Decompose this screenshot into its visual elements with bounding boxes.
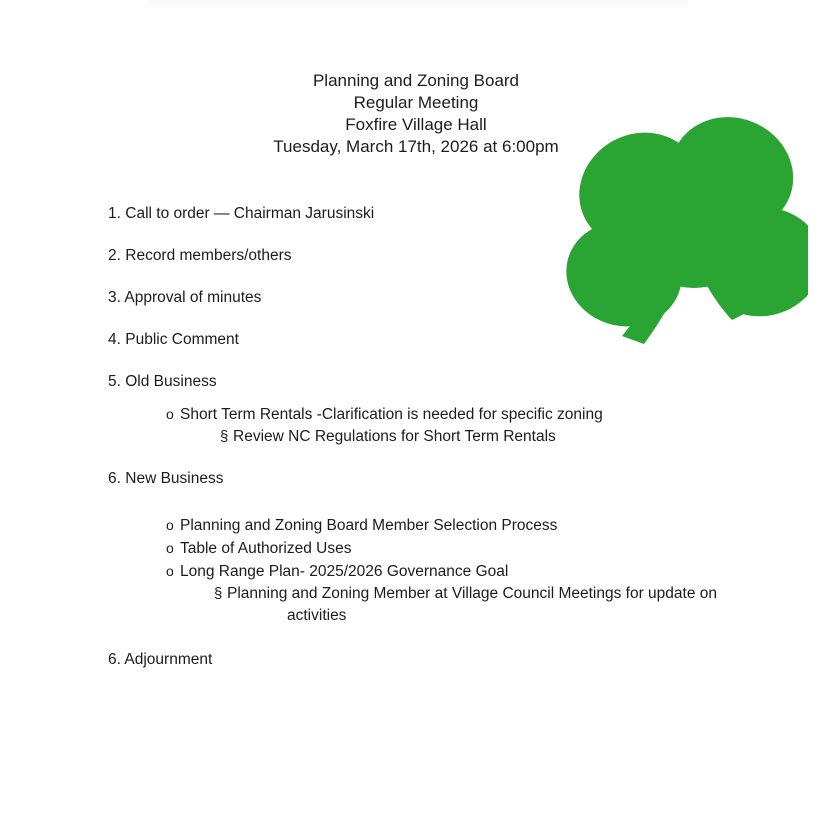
new-business-item-3: Long Range Plan- 2025/2026 Governance Goal <box>180 563 509 580</box>
bullet-o-icon: o <box>166 406 174 422</box>
agenda-item-3 <box>108 288 748 308</box>
old-business-subitem-row <box>220 427 748 447</box>
bullet-o-icon: o <box>166 563 174 579</box>
new-business-item-1: Planning and Zoning Board Member Selection Process <box>180 517 558 534</box>
agenda-item-7-text: Adjournment <box>124 651 213 668</box>
new-business-item-2: Table of Authorized Uses <box>180 540 352 557</box>
agenda-item-7-number: 6. <box>108 651 121 668</box>
agenda-item-2 <box>108 246 748 266</box>
agenda-item-5-text: Old Business <box>125 373 217 390</box>
title-line-3: Foxfire Village Hall <box>345 115 487 134</box>
new-business-sublist <box>166 515 748 626</box>
agenda-item-2-text: Record members/others <box>125 247 292 264</box>
agenda-item-1 <box>108 204 748 224</box>
new-business-subitem-1-line1: Planning and Zoning Member at Village Council Meetings for update on <box>227 585 717 602</box>
agenda-item-6-text: New Business <box>125 470 224 487</box>
new-business-bullet-row-1 <box>166 515 748 536</box>
agenda-item-1-number: 1. <box>108 205 121 222</box>
agenda-item-4-text: Public Comment <box>125 331 239 348</box>
agenda-item-2-number: 2. <box>108 247 121 264</box>
agenda-item-6 <box>108 469 748 489</box>
old-business-bullet-row <box>166 404 748 425</box>
bullet-section-icon: § <box>214 585 223 602</box>
old-business-sublist <box>166 404 748 447</box>
agenda-item-1-text: Call to order — Chairman Jarusinski <box>125 205 375 222</box>
new-business-subitem-1-line2: activities <box>287 607 347 624</box>
new-business-bullet-row-2 <box>166 538 748 559</box>
agenda-item-4-number: 4. <box>108 331 121 348</box>
bullet-o-icon: o <box>166 540 174 556</box>
old-business-item-1: Short Term Rentals -Clarification is needed for specific zoning <box>180 406 603 423</box>
old-business-subitem-1: Review NC Regulations for Short Term Rentals <box>233 428 556 445</box>
agenda-item-7 <box>108 650 748 670</box>
new-business-subitem-row <box>214 584 748 604</box>
agenda-list <box>108 204 748 692</box>
agenda-item-5 <box>108 372 748 392</box>
bullet-section-icon: § <box>220 428 229 445</box>
agenda-item-3-number: 3. <box>108 289 121 306</box>
spacer <box>108 449 748 469</box>
new-business-subitem-1-wrap <box>287 606 748 626</box>
title-line-4: Tuesday, March 17th, 2026 at 6:00pm <box>273 137 559 156</box>
bullet-o-icon: o <box>166 517 174 533</box>
page-top-strip <box>148 0 688 6</box>
agenda-item-4 <box>108 330 748 350</box>
new-business-bullet-row-3 <box>166 561 748 582</box>
title-line-1: Planning and Zoning Board <box>312 71 520 90</box>
title-line-2: Regular Meeting <box>353 93 479 112</box>
agenda-item-6-number: 6. <box>108 470 121 487</box>
agenda-item-3-text: Approval of minutes <box>124 289 262 306</box>
agenda-item-5-number: 5. <box>108 373 121 390</box>
